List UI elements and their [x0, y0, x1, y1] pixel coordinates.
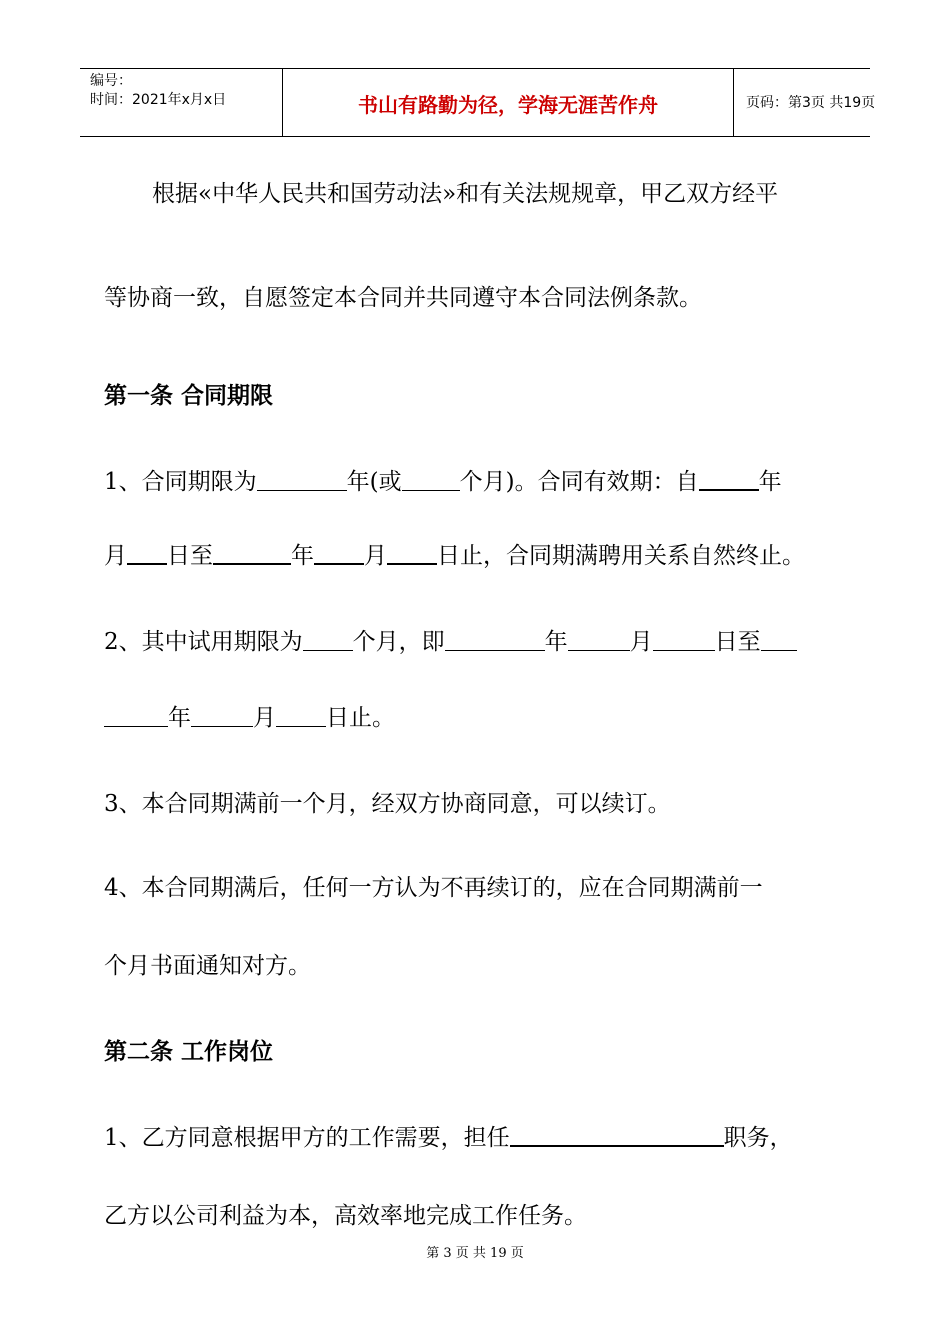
text-segment: 职务，	[723, 1125, 793, 1151]
blank-field[interactable]	[191, 704, 253, 727]
doc-number-label: 编号：	[90, 73, 132, 89]
blank-field[interactable]	[402, 468, 460, 491]
article-1-item-2-line-2	[104, 703, 395, 733]
article-1-item-2-line-1	[104, 627, 797, 657]
text-segment: 个月，即	[352, 629, 445, 655]
text-segment: 月	[104, 543, 127, 569]
blank-field[interactable]	[387, 541, 437, 565]
header-page-cell	[734, 69, 876, 136]
article-2-item-1-line-1	[104, 1123, 793, 1153]
article-1-item-1-line-1	[104, 467, 782, 497]
intro-line-1: 根据«中华人民共和国劳动法»和有关法规规章，甲乙双方经平	[152, 181, 779, 207]
text-segment: 年	[758, 469, 782, 495]
blank-field[interactable]	[127, 541, 167, 565]
blank-field[interactable]	[445, 628, 545, 651]
motto-text: 书山有路勤为径，学海无涯苦作舟	[358, 93, 658, 117]
blank-field[interactable]	[213, 541, 291, 565]
article-1-item-1-line-2	[104, 541, 805, 571]
blank-field[interactable]	[104, 704, 168, 727]
text-segment: 日止。	[326, 705, 395, 731]
article-2-item-1-line-2: 乙方以公司利益为本，高效率地完成工作任务。	[104, 1203, 587, 1229]
article-2-heading: 第二条 工作岗位	[104, 1039, 274, 1065]
text-segment: 日至	[714, 629, 761, 655]
text-segment: 月	[629, 629, 653, 655]
text-segment: 月	[253, 705, 276, 731]
text-segment: 日止，合同期满聘用关系自然终止。	[437, 543, 805, 569]
text-segment: 1、合同期限为	[104, 469, 257, 495]
page-header	[80, 68, 876, 137]
blank-field[interactable]	[257, 468, 347, 491]
blank-field[interactable]	[303, 628, 353, 651]
text-segment: 年(或	[346, 469, 402, 495]
blank-field[interactable]	[653, 628, 715, 651]
blank-field[interactable]	[314, 541, 364, 565]
header-motto-cell	[282, 69, 734, 136]
blank-field[interactable]	[568, 628, 630, 651]
article-1-heading: 第一条 合同期限	[104, 383, 274, 409]
blank-field[interactable]	[699, 467, 759, 491]
text-segment: 1、乙方同意根据甲方的工作需要，担任	[104, 1125, 510, 1151]
text-segment: 月	[364, 543, 387, 569]
text-segment: 年	[544, 629, 568, 655]
blank-field[interactable]	[761, 628, 797, 651]
text-segment: 个月)。合同有效期：自	[459, 469, 699, 495]
article-1-item-3: 3、本合同期满前一个月，经双方协商同意，可以续订。	[104, 791, 671, 817]
blank-field[interactable]	[276, 704, 326, 727]
intro-line-2: 等协商一致，自愿签定本合同并共同遵守本合同法例条款。	[104, 285, 702, 311]
article-1-item-4-line-1: 4、本合同期满后，任何一方认为不再续订的，应在合同期满前一	[104, 875, 763, 901]
blank-field[interactable]	[510, 1123, 724, 1147]
doc-time-label: 时间：2021年x月x日	[90, 92, 227, 108]
header-meta-cell	[80, 69, 282, 136]
page-footer: 第 3 页 共 19 页	[426, 1246, 524, 1261]
article-1-item-4-line-2: 个月书面通知对方。	[104, 953, 311, 979]
text-segment: 年	[168, 705, 191, 731]
text-segment: 年	[291, 543, 314, 569]
text-segment: 日至	[167, 543, 213, 569]
header-page-label: 页码：第3页 共19页	[746, 95, 876, 111]
text-segment: 2、其中试用期限为	[104, 629, 303, 655]
